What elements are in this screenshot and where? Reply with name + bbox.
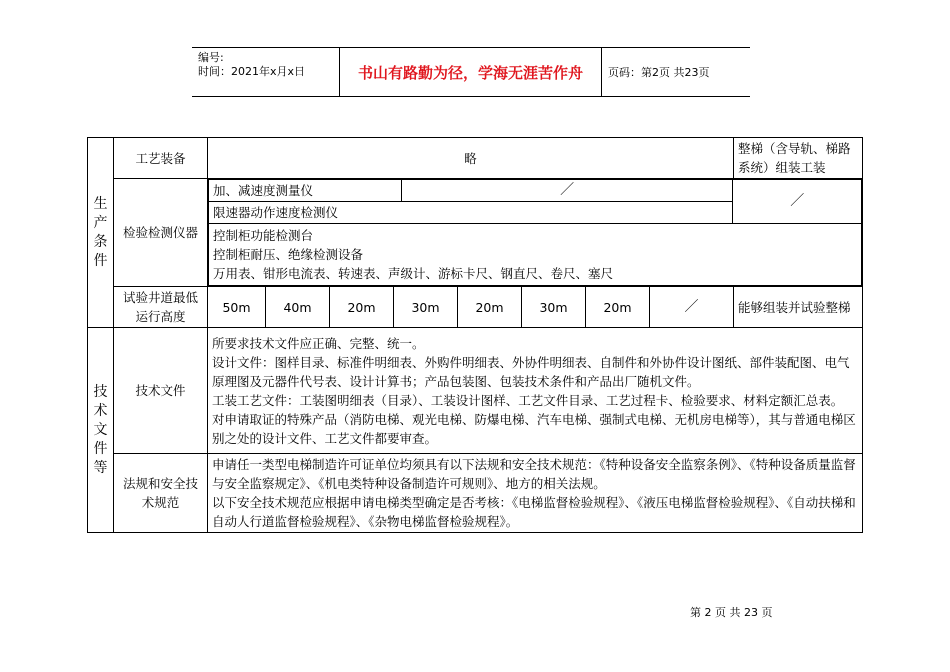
table-row (88, 287, 863, 328)
production-section-text: 生 产 条 件 (93, 195, 108, 269)
shaft-height-7: 20m (586, 287, 650, 328)
regulation-content (208, 454, 863, 533)
tech-section-label (88, 328, 114, 533)
page-label: 页码：第2页 共23页 (608, 66, 710, 79)
header-meta (192, 48, 340, 96)
tech-doc-label: 技术文件 (114, 328, 208, 454)
number-label: 编号: (198, 51, 224, 64)
requirements-table (87, 137, 863, 533)
shaft-height-2: 40m (266, 287, 330, 328)
tech-doc-paragraph: 工装工艺文件：工装图明细表（目录）、工装设计图样、工艺文件目录、工艺过程卡、检验要求、材料定额汇总表。 (212, 392, 844, 408)
page-indicator (602, 48, 750, 96)
instrument-1: 加、减速度测量仪 (209, 180, 402, 202)
shaft-slash: ／ (650, 287, 734, 328)
tech-doc-paragraph: 对申请取证的特殊产品（消防电梯、观光电梯、防爆电梯、汽车电梯、强制式电梯、无机房电梯等），其与普通电梯区别之处的设计文件、工艺文件都要审查。 (212, 411, 856, 446)
shaft-note: 能够组装并试验整梯 (734, 287, 863, 328)
table-row (88, 138, 863, 179)
process-equipment-label: 工艺装备 (114, 138, 208, 179)
regulation-paragraph: 以下安全技术规范应根据申请电梯类型确定是否考核：《电梯监督检验规程》、《液压电梯监督检验规程》、《自动扶梯和自动人行道监督检验规程》、《杂物电梯监督检验规程》。 (212, 495, 856, 529)
instrument-3: 控制柜功能检测台 控制柜耐压、绝缘检测设备 万用表、钳形电流表、转速表、声级计、游标卡尺、钢直尺、卷尺、塞尺 (209, 224, 862, 286)
shaft-height-6: 30m (522, 287, 586, 328)
motto: 书山有路勤为径，学海无涯苦作舟 (340, 48, 602, 96)
shaft-height-4: 30m (394, 287, 458, 328)
time-label: 时间：2021年x月x日 (198, 65, 306, 78)
instrument-2: 限速器动作速度检测仪 (209, 202, 733, 224)
tech-doc-paragraph: 设计文件：图样目录、标准件明细表、外购件明细表、外协件明细表、自制件和外协件设计图纸、部件装配图、电气原理图及元器件代号表、设计计算书；产品包装图、包装技术条件和产品出厂随机文件。 (212, 354, 850, 389)
instrument-grid (208, 179, 862, 286)
regulation-label: 法规和安全技术规范 (114, 454, 208, 533)
instrument-1-slash: ／ (401, 180, 733, 202)
process-equipment-value: 略 (208, 138, 734, 179)
instrument-row (209, 180, 862, 202)
table-row (88, 328, 863, 454)
tech-doc-content (208, 328, 863, 454)
shaft-height-3: 20m (330, 287, 394, 328)
regulation-paragraph: 申请任一类型电梯制造许可证单位均须具有以下法规和安全技术规范：《特种设备安全监察条例》、《特种设备质量监督与安全监察规定》、《机电类特种设备制造许可规则》、地方的相关法规。 (212, 457, 856, 491)
page-footer: 第 2 页 共 23 页 (690, 606, 773, 619)
complete-ladder-label: 整梯（含导轨、梯路系统）组装工装 (734, 138, 863, 179)
shaft-height-5: 20m (458, 287, 522, 328)
inspection-label: 检验检测仪器 (114, 179, 208, 287)
page-header (192, 47, 750, 97)
shaft-height-1: 50m (208, 287, 266, 328)
table-row (88, 179, 863, 287)
instrument-slash: ／ (733, 180, 862, 224)
instrument-row (209, 224, 862, 286)
tech-section-text: 技 术 文 件 等 (93, 383, 108, 476)
instrument-cell (208, 179, 863, 287)
shaft-label: 试验井道最低运行高度 (114, 287, 208, 328)
table-row (88, 454, 863, 533)
production-section-label (88, 138, 114, 328)
tech-doc-paragraph: 所要求技术文件应正确、完整、统一。 (212, 335, 425, 351)
